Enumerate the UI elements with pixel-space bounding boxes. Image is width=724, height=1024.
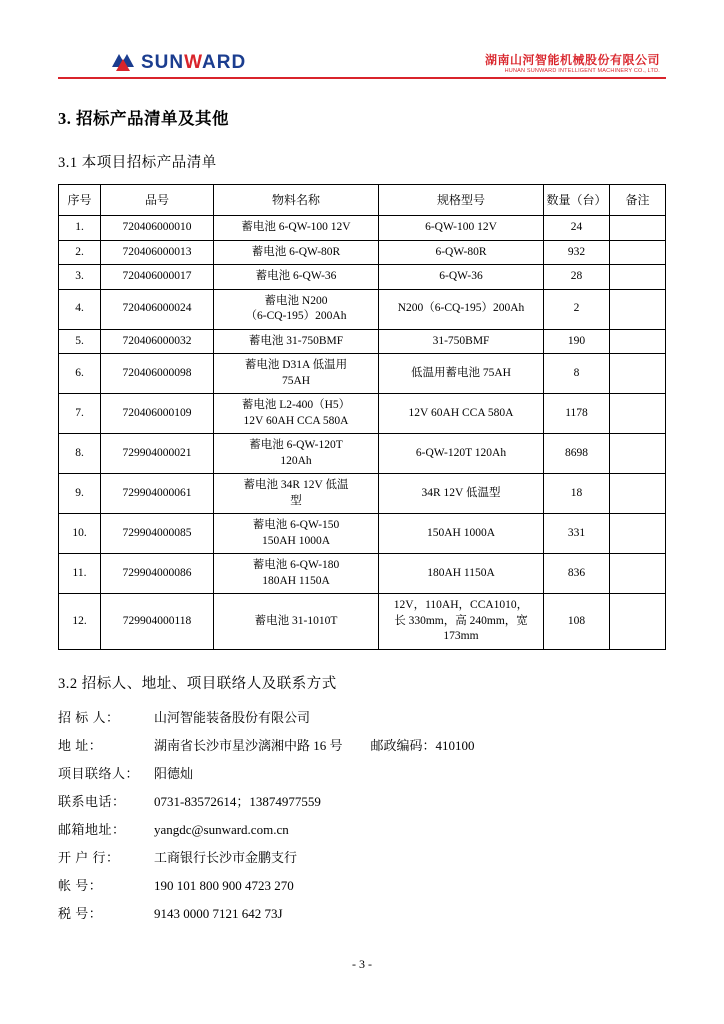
row-spec: 150AH 1000A xyxy=(379,514,544,554)
sunward-logo-mark xyxy=(110,52,136,74)
row-spec: 12V 60AH CCA 580A xyxy=(379,394,544,434)
row-no: 8. xyxy=(59,434,101,474)
table-row xyxy=(59,265,666,290)
row-no: 11. xyxy=(59,554,101,594)
row-note xyxy=(610,265,666,290)
contact-value: 9143 0000 7121 642 73J xyxy=(154,905,283,921)
table-header-cell: 物料名称 xyxy=(214,185,379,216)
contact-row xyxy=(58,767,666,780)
row-spec: 6-QW-100 12V xyxy=(379,216,544,241)
logo-text-tail: ARD xyxy=(202,52,247,73)
row-name: 蓄电池 D31A 低温用 75AH xyxy=(214,354,379,394)
page-footer xyxy=(0,957,724,972)
row-spec: 6-QW-80R xyxy=(379,240,544,265)
contact-label: 帐 号： xyxy=(58,877,103,893)
contact-row xyxy=(58,711,666,724)
contact-info-block xyxy=(58,711,666,920)
row-code: 729904000086 xyxy=(101,554,214,594)
row-qty: 836 xyxy=(544,554,610,594)
contact-extra: 邮政编码：410100 xyxy=(370,737,475,753)
contact-row xyxy=(58,851,666,864)
row-qty: 2 xyxy=(544,289,610,329)
product-table-body xyxy=(59,216,666,650)
row-no: 5. xyxy=(59,329,101,354)
row-no: 1. xyxy=(59,216,101,241)
row-note xyxy=(610,394,666,434)
table-row xyxy=(59,289,666,329)
contact-row xyxy=(58,879,666,892)
row-name: 蓄电池 31-1010T xyxy=(214,594,379,650)
table-header-cell: 品号 xyxy=(101,185,214,216)
table-header-cell: 备注 xyxy=(610,185,666,216)
row-code: 720406000109 xyxy=(101,394,214,434)
row-note xyxy=(610,240,666,265)
row-no: 12. xyxy=(59,594,101,650)
contact-label: 联系电话： xyxy=(58,793,126,809)
table-row xyxy=(59,514,666,554)
table-row xyxy=(59,240,666,265)
row-note xyxy=(610,514,666,554)
row-name: 蓄电池 6-QW-100 12V xyxy=(214,216,379,241)
row-no: 10. xyxy=(59,514,101,554)
row-spec: 6-QW-36 xyxy=(379,265,544,290)
row-qty: 18 xyxy=(544,474,610,514)
row-code: 720406000013 xyxy=(101,240,214,265)
row-qty: 190 xyxy=(544,329,610,354)
table-header-cell: 规格型号 xyxy=(379,185,544,216)
row-note xyxy=(610,594,666,650)
row-code: 729904000061 xyxy=(101,474,214,514)
table-row xyxy=(59,434,666,474)
row-name: 蓄电池 N200 （6-CQ-195）200Ah xyxy=(214,289,379,329)
row-spec: 180AH 1150A xyxy=(379,554,544,594)
row-name: 蓄电池 6-QW-36 xyxy=(214,265,379,290)
row-qty: 24 xyxy=(544,216,610,241)
row-name: 蓄电池 6-QW-150 150AH 1000A xyxy=(214,514,379,554)
row-code: 729904000118 xyxy=(101,594,214,650)
table-row xyxy=(59,474,666,514)
row-no: 7. xyxy=(59,394,101,434)
contact-value: 190 101 800 900 4723 270 xyxy=(154,877,294,893)
table-row xyxy=(59,329,666,354)
contact-value: 山河智能装备股份有限公司 xyxy=(154,709,311,725)
contact-row xyxy=(58,739,666,752)
row-spec: 34R 12V 低温型 xyxy=(379,474,544,514)
row-spec: 31-750BMF xyxy=(379,329,544,354)
row-note xyxy=(610,474,666,514)
contact-label: 开 户 行： xyxy=(58,849,120,865)
table-row xyxy=(59,594,666,650)
logo-text-main: SUN xyxy=(141,52,185,73)
contact-row xyxy=(58,823,666,836)
contact-value: yangdc@sunward.com.cn xyxy=(154,821,289,837)
section-title: 3. 招标产品清单及其他 xyxy=(58,109,229,128)
contact-label: 地 址： xyxy=(58,737,103,753)
contact-value: 湖南省长沙市星沙漓湘中路 16 号 xyxy=(154,737,343,753)
contact-label: 邮箱地址： xyxy=(58,821,126,837)
sunward-logo xyxy=(58,52,246,74)
row-no: 6. xyxy=(59,354,101,394)
row-no: 3. xyxy=(59,265,101,290)
row-spec: N200（6-CQ-195）200Ah xyxy=(379,289,544,329)
row-name: 蓄电池 6-QW-120T 120Ah xyxy=(214,434,379,474)
row-code: 720406000098 xyxy=(101,354,214,394)
company-name-en: HUNAN SUNWARD INTELLIGENT MACHINERY CO., LTD. xyxy=(504,67,660,74)
row-qty: 108 xyxy=(544,594,610,650)
table-row xyxy=(59,216,666,241)
row-name: 蓄电池 34R 12V 低温 型 xyxy=(214,474,379,514)
contact-row xyxy=(58,907,666,920)
row-code: 720406000024 xyxy=(101,289,214,329)
table-row xyxy=(59,554,666,594)
row-spec: 6-QW-120T 120Ah xyxy=(379,434,544,474)
row-spec: 低温用蓄电池 75AH xyxy=(379,354,544,394)
row-no: 4. xyxy=(59,289,101,329)
row-qty: 8698 xyxy=(544,434,610,474)
row-no: 2. xyxy=(59,240,101,265)
contact-value: 阳德灿 xyxy=(154,765,194,781)
page-number: - 3 - xyxy=(352,957,372,971)
row-name: 蓄电池 31-750BMF xyxy=(214,329,379,354)
row-qty: 932 xyxy=(544,240,610,265)
row-note xyxy=(610,289,666,329)
row-note xyxy=(610,216,666,241)
row-no: 9. xyxy=(59,474,101,514)
row-note xyxy=(610,329,666,354)
contact-label: 招 标 人： xyxy=(58,709,120,725)
row-qty: 331 xyxy=(544,514,610,554)
logo-text-accent: W xyxy=(184,52,203,73)
contact-value: 0731-83572614；13874977559 xyxy=(154,793,321,809)
company-name-cn: 湖南山河智能机械股份有限公司 xyxy=(484,52,660,67)
page-header xyxy=(58,40,666,79)
table-header-row xyxy=(59,185,666,216)
row-spec: 12V，110AH，CCA1010， 长 330mm，高 240mm，宽 173mm xyxy=(379,594,544,650)
table-header-cell: 数量（台） xyxy=(544,185,610,216)
product-list-table xyxy=(58,184,666,650)
sunward-logo-text xyxy=(141,52,246,74)
contact-row xyxy=(58,795,666,808)
table-row xyxy=(59,354,666,394)
row-qty: 1178 xyxy=(544,394,610,434)
row-code: 720406000017 xyxy=(101,265,214,290)
row-name: 蓄电池 6-QW-180 180AH 1150A xyxy=(214,554,379,594)
subsection-title-3-2: 3.2 招标人、地址、项目联络人及联系方式 xyxy=(58,675,337,692)
row-note xyxy=(610,554,666,594)
contact-label: 项目联络人： xyxy=(58,765,140,781)
contact-value: 工商银行长沙市金鹏支行 xyxy=(154,849,298,865)
row-code: 729904000085 xyxy=(101,514,214,554)
table-row xyxy=(59,394,666,434)
row-name: 蓄电池 6-QW-80R xyxy=(214,240,379,265)
row-name: 蓄电池 L2-400（H5） 12V 60AH CCA 580A xyxy=(214,394,379,434)
subsection-title-3-1: 3.1 本项目招标产品清单 xyxy=(58,155,217,171)
table-header-cell: 序号 xyxy=(59,185,101,216)
row-note xyxy=(610,434,666,474)
row-qty: 8 xyxy=(544,354,610,394)
row-code: 720406000032 xyxy=(101,329,214,354)
row-note xyxy=(610,354,666,394)
row-code: 720406000010 xyxy=(101,216,214,241)
row-qty: 28 xyxy=(544,265,610,290)
contact-label: 税 号： xyxy=(58,905,103,921)
row-code: 729904000021 xyxy=(101,434,214,474)
company-name-block xyxy=(485,54,666,74)
